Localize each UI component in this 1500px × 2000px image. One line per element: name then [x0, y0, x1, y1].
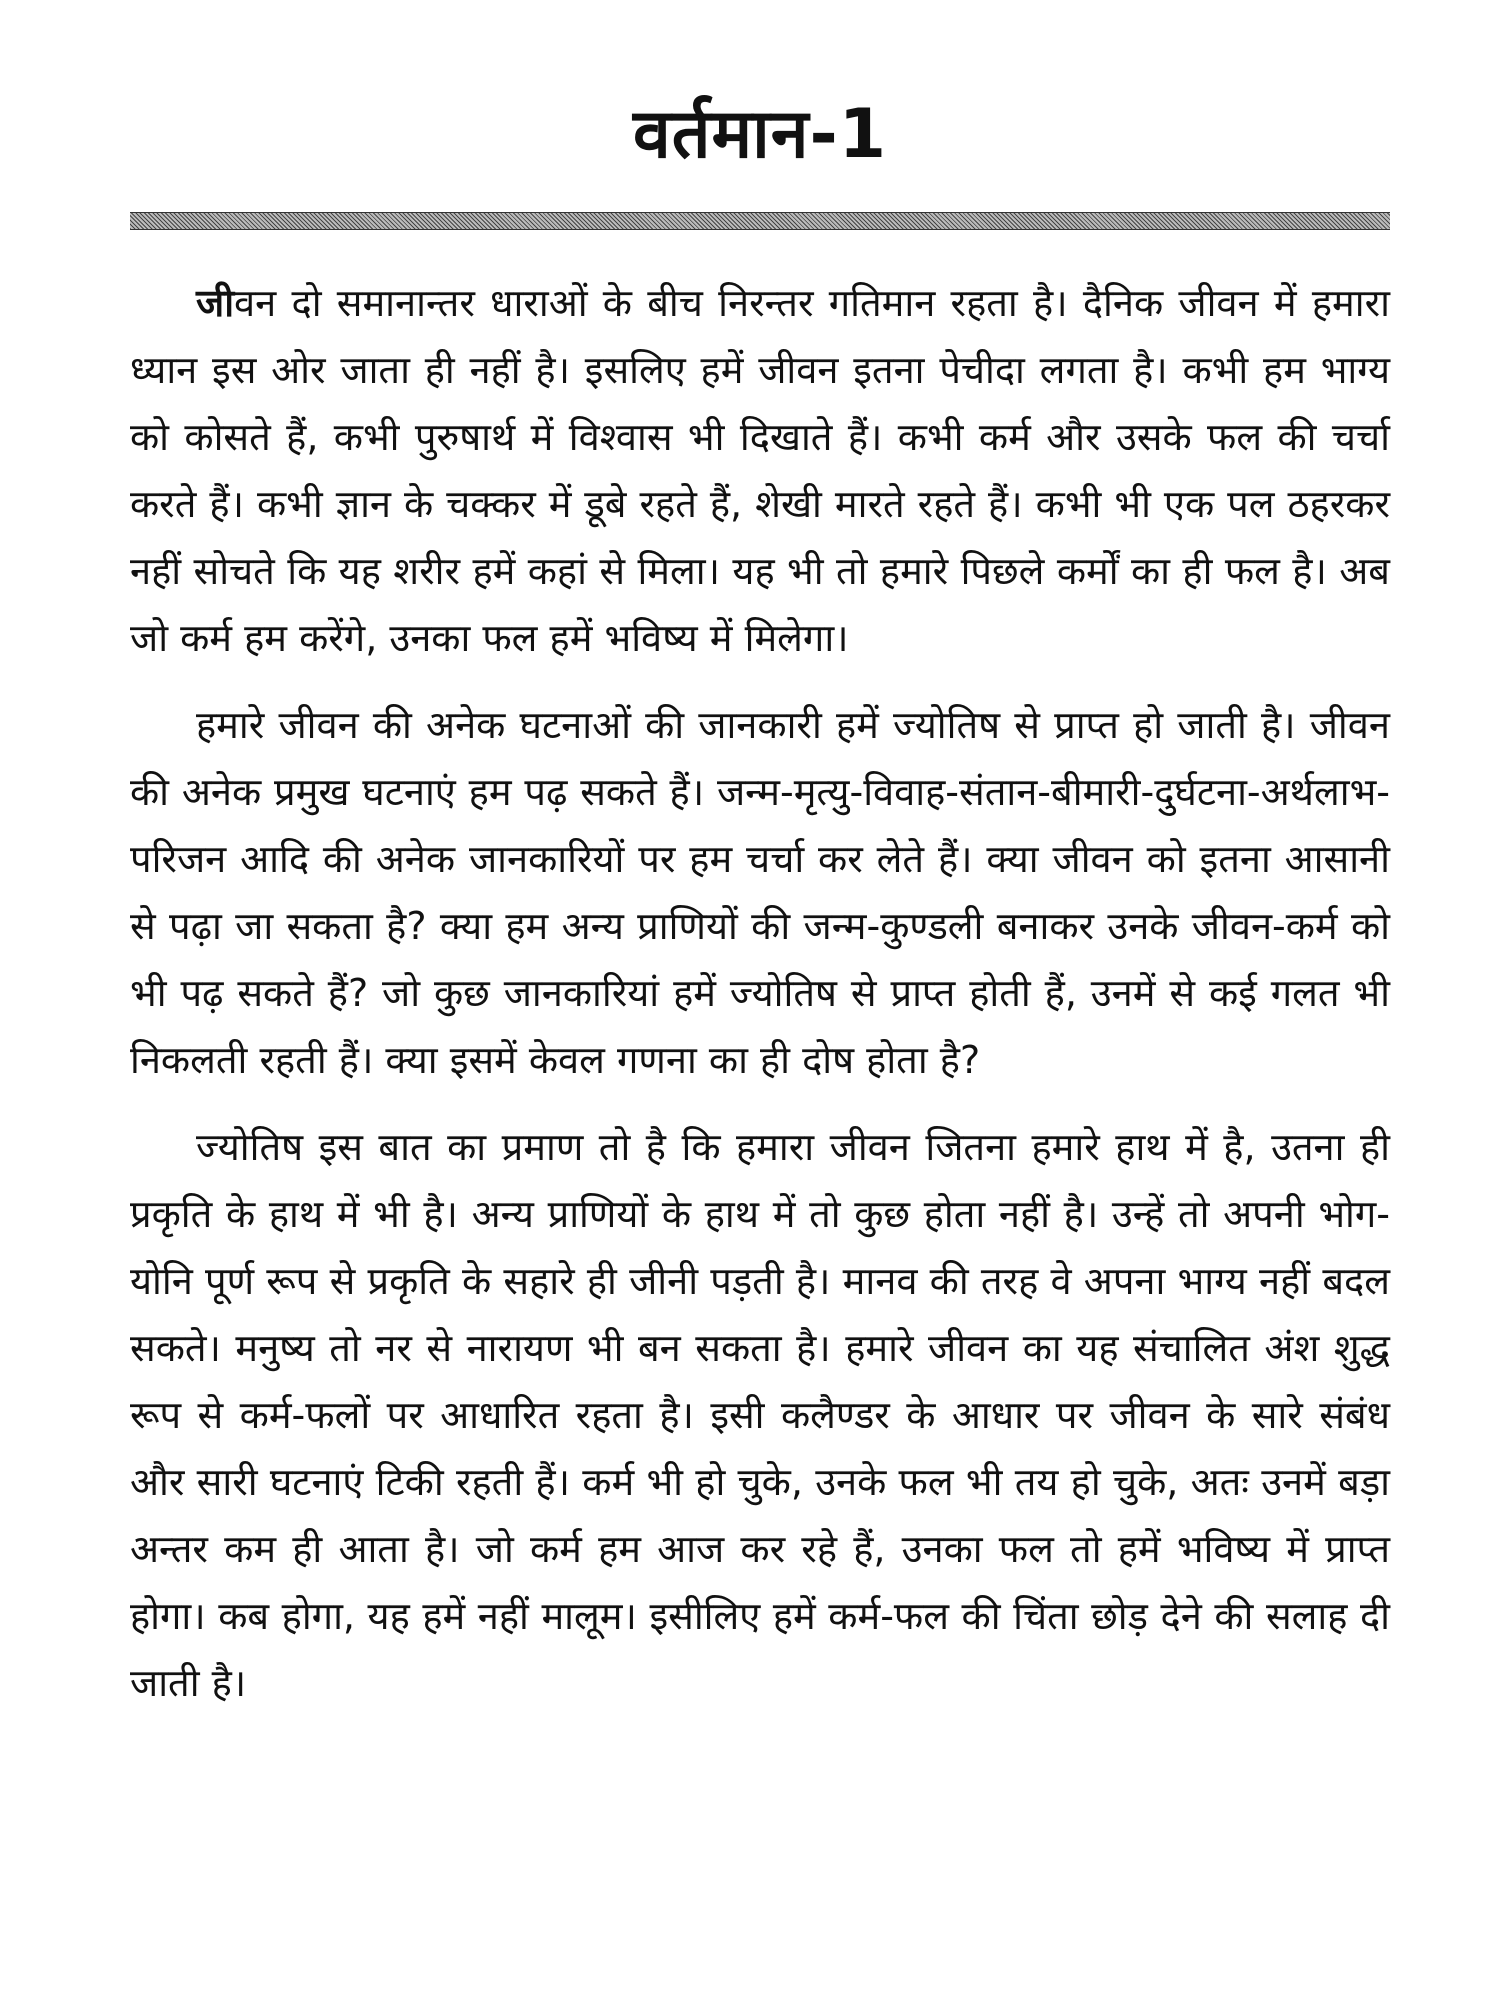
paragraph-1-lead: जी — [196, 281, 235, 325]
page-title: वर्तमान-1 — [632, 95, 888, 174]
title-divider — [130, 212, 1390, 230]
paragraph-1 — [130, 270, 1390, 672]
paragraph-2-text: हमारे जीवन की अनेक घटनाओं की जानकारी हमें ज्योतिष से प्राप्त हो जाती है। जीवन की अनेक प्रमुख घटनाएं हम पढ़ सकते हैं। जन्म-मृत्यु-विवाह-संतान-बीमारी-दुर्घटना-अर्थलाभ-परिजन आदि की अनेक जानकारियों पर हम चर्चा कर लेते हैं। क्या जीवन को इतना आसानी से पढ़ा जा सकता है? क्या हम अन्य प्राणियों की जन्म-कुण्डली बनाकर उनके जीवन-कर्म को भी पढ़ सकते हैं? जो कुछ जानकारियां हमें ज्योतिष से प्राप्त होती हैं, उनमें से कई गलत भी निकलती रहती हैं। क्या इसमें केवल गणना का ही दोष होता है? — [130, 703, 1390, 1082]
document-page — [130, 90, 1390, 1970]
paragraph-3-text: ज्योतिष इस बात का प्रमाण तो है कि हमारा जीवन जितना हमारे हाथ में है, उतना ही प्रकृति के हाथ में भी है। अन्य प्राणियों के हाथ में तो कुछ होता नहीं है। उन्हें तो अपनी भोग-योनि पूर्ण रूप से प्रकृति के सहारे ही जीनी पड़ती है। मानव की तरह वे अपना भाग्य नहीं बदल सकते। मनुष्य तो नर से नारायण भी बन सकता है। हमारे जीवन का यह संचालित अंश शुद्ध रूप से कर्म-फलों पर आधारित रहता है। इसी कलैण्डर के आधार पर जीवन के सारे संबंध और सारी घटनाएं टिकी रहती हैं। कर्म भी हो चुके, उनके फल भी तय हो चुके, अतः उनमें बड़ा अन्तर कम ही आता है। जो कर्म हम आज कर रहे हैं, उनका फल तो हमें भविष्य में प्राप्त होगा। कब होगा, यह हमें नहीं मालूम। इसीलिए हमें कर्म-फल की चिंता छोड़ देने की सलाह दी जाती है। — [130, 1125, 1390, 1705]
paragraph-1-text: वन दो समानान्तर धाराओं के बीच निरन्तर गतिमान रहता है। दैनिक जीवन में हमारा ध्यान इस ओर जाता ही नहीं है। इसलिए हमें जीवन इतना पेचीदा लगता है। कभी हम भाग्य को कोसते हैं, कभी पुरुषार्थ में विश्वास भी दिखाते हैं। कभी कर्म और उसके फल की चर्चा करते हैं। कभी ज्ञान के चक्कर में डूबे रहते हैं, शेखी मारते रहते हैं। कभी भी एक पल ठहरकर नहीं सोचते कि यह शरीर हमें कहां से मिला। यह भी तो हमारे पिछले कर्मों का ही फल है। अब जो कर्म हम करेंगे, उनका फल हमें भविष्य में मिलेगा। — [130, 281, 1390, 660]
paragraph-3 — [130, 1114, 1390, 1717]
paragraph-2 — [130, 692, 1390, 1094]
